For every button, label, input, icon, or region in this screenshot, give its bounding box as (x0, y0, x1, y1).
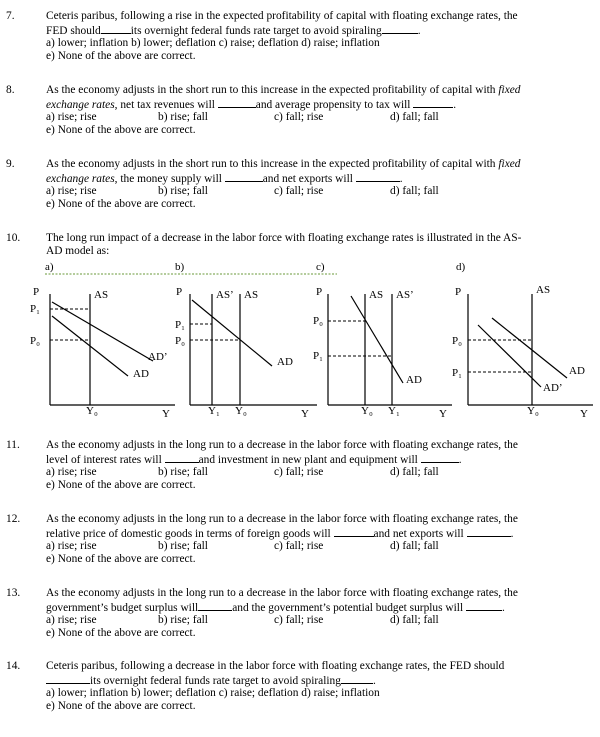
curve-label-as: AS (369, 289, 384, 301)
price-label-p1: P₁ (313, 350, 323, 362)
ad-prime-curve (52, 302, 153, 361)
axis-label-p: P (176, 286, 183, 298)
price-label-p0: P₀ (452, 335, 462, 347)
curve-label-ad: AD (277, 356, 293, 368)
graph-b (175, 286, 317, 420)
ad-curve (351, 296, 403, 383)
curve-label-as: AS (536, 284, 551, 296)
question-number: 12. (6, 513, 21, 525)
answer-options: a) lower; inflation b) lower; deflation c) raise; deflation d) raise; inflation (46, 687, 380, 700)
answer-blank[interactable] (382, 23, 418, 34)
axis-label-p: P (455, 286, 462, 298)
price-label-p1: P₁ (452, 367, 462, 379)
question-stem-line: Ceteris paribus, following a rise in the expected profitability of capital with floating exchange rates, the (46, 10, 518, 22)
output-label-y0: Y₀ (235, 405, 247, 417)
question-number: 11. (6, 439, 20, 451)
question-number: 9. (6, 158, 15, 170)
question-stem-line: FED should its overnight federal funds rate target to avoid spiraling . (46, 24, 421, 37)
question-body (46, 10, 594, 62)
panel-label-c: c) (316, 261, 325, 273)
question-body: As the economy adjusts in the short run to this increase in the expected profitability of capital with fixed exchange rates, net tax revenues will and average propensity to tax will . a) rise; rise b) rise; fall c) fall; rise d) fall; fall e) None of the above are correct. (46, 84, 594, 136)
question-body: As the economy adjusts in the short run to this increase in the expected profitability of capital with fixed exchange rates, the money supply will and net exports will . a) rise; rise b) rise; fall c) fall; rise d) fall; fall e) None of the above are correct. (46, 158, 594, 210)
ad-curve (192, 300, 272, 366)
panel-label-d: d) (456, 261, 466, 273)
question-number: 13. (6, 587, 21, 599)
curve-label-as: AS (94, 289, 109, 301)
answer-blank[interactable] (356, 171, 400, 182)
answer-blank[interactable] (225, 171, 263, 182)
answer-blank[interactable] (466, 600, 502, 611)
question-number: 10. (6, 232, 21, 244)
output-label-y0: Y₀ (361, 405, 373, 417)
curve-label-ad: AD (406, 374, 422, 386)
answer-blank[interactable] (218, 97, 256, 108)
answer-blank[interactable] (334, 526, 374, 537)
answer-blank[interactable] (467, 526, 511, 537)
answer-options: a) rise; rise b) rise; fall c) fall; rise d) fall; fall (46, 540, 439, 553)
answer-blank[interactable] (421, 452, 459, 463)
curve-label-as-prime: AS’ (396, 289, 414, 301)
price-label-p0: P₀ (30, 335, 40, 347)
answer-options: a) lower; inflation b) lower; deflation c) raise; deflation d) raise; inflation (46, 37, 380, 50)
question-number: 8. (6, 84, 15, 96)
answer-options: a) rise; rise b) rise; fall c) fall; rise d) fall; fall (46, 111, 439, 124)
output-label-y1: Y₁ (388, 405, 400, 417)
price-label-p0: P₀ (175, 335, 185, 347)
answer-options: a) rise; rise b) rise; fall c) fall; rise d) fall; fall (46, 185, 439, 198)
axis-label-y: Y (162, 408, 170, 420)
question-body: Ceteris paribus, following a decrease in the labor force with floating exchange rates, the FED should its overnight federal funds rate target to avoid spiraling . a) lower; inflation b) lower; deflation c) raise; deflation d) raise; inflation e) None of the above are correct. (46, 660, 594, 712)
price-label-p1: P₁ (175, 319, 185, 331)
axis-label-p: P (316, 286, 323, 298)
answer-blank[interactable] (165, 452, 199, 463)
axis-label-y: Y (580, 408, 588, 420)
question-body: As the economy adjusts in the long run to a decrease in the labor force with floating exchange rates, the government’s budget surplus will and the government’s potential budget surplus will . a) rise; rise b) rise; fall c) fall; rise d) fall; fall e) None of the above are correct. (46, 587, 594, 639)
curve-label-as: AS (244, 289, 259, 301)
answer-blank[interactable] (198, 600, 232, 611)
answer-options: a) rise; rise b) rise; fall c) fall; rise d) fall; fall (46, 466, 439, 479)
price-label-p0: P₀ (313, 315, 323, 327)
price-label-p1: P₁ (30, 303, 40, 315)
output-label-y1: Y₁ (208, 405, 220, 417)
graph-a (30, 286, 175, 420)
graph-d (452, 284, 593, 420)
panel-label-a: a) (45, 261, 54, 273)
answer-blank[interactable] (413, 97, 453, 108)
answer-blank[interactable] (101, 23, 131, 34)
output-label-y0: Y₀ (527, 405, 539, 417)
axis-label-y: Y (301, 408, 309, 420)
answer-option-e: e) None of the above are correct. (46, 49, 196, 62)
question-number: 7. (6, 10, 15, 22)
curve-label-ad-prime: AD’ (148, 351, 168, 363)
axis-label-y: Y (439, 408, 447, 420)
output-label-y0: Y₀ (86, 405, 98, 417)
curve-label-as-prime: AS’ (216, 289, 234, 301)
question-body: The long run impact of a decrease in the labor force with floating exchange rates is illustrated in the AS- AD model as: (46, 232, 522, 257)
answer-options: a) rise; rise b) rise; fall c) fall; rise d) fall; fall (46, 614, 439, 627)
question-body: As the economy adjusts in the long run to a decrease in the labor force with floating exchange rates, the relative price of domestic goods in terms of foreign goods will and net exports will . a) rise; rise b) rise; fall c) fall; rise d) fall; fall e) None of the above are correct. (46, 513, 594, 565)
question-body: As the economy adjusts in the long run to a decrease in the labor force with floating exchange rates, the level of interest rates will and investment in new plant and equipment will . a) rise; rise b) rise; fall c) fall; rise d) fall; fall e) None of the above are correct. (46, 439, 594, 491)
panel-label-b: b) (175, 261, 185, 273)
answer-blank[interactable] (341, 673, 373, 684)
curve-label-ad: AD (569, 365, 585, 377)
curve-label-ad-prime: AD’ (543, 382, 563, 394)
ad-curve (492, 318, 567, 378)
answer-blank[interactable] (46, 673, 90, 684)
axis-label-p: P (33, 286, 40, 298)
question-number: 14. (6, 660, 21, 672)
as-ad-graphs (0, 258, 600, 423)
curve-label-ad: AD (133, 368, 149, 380)
graph-c (313, 286, 452, 420)
